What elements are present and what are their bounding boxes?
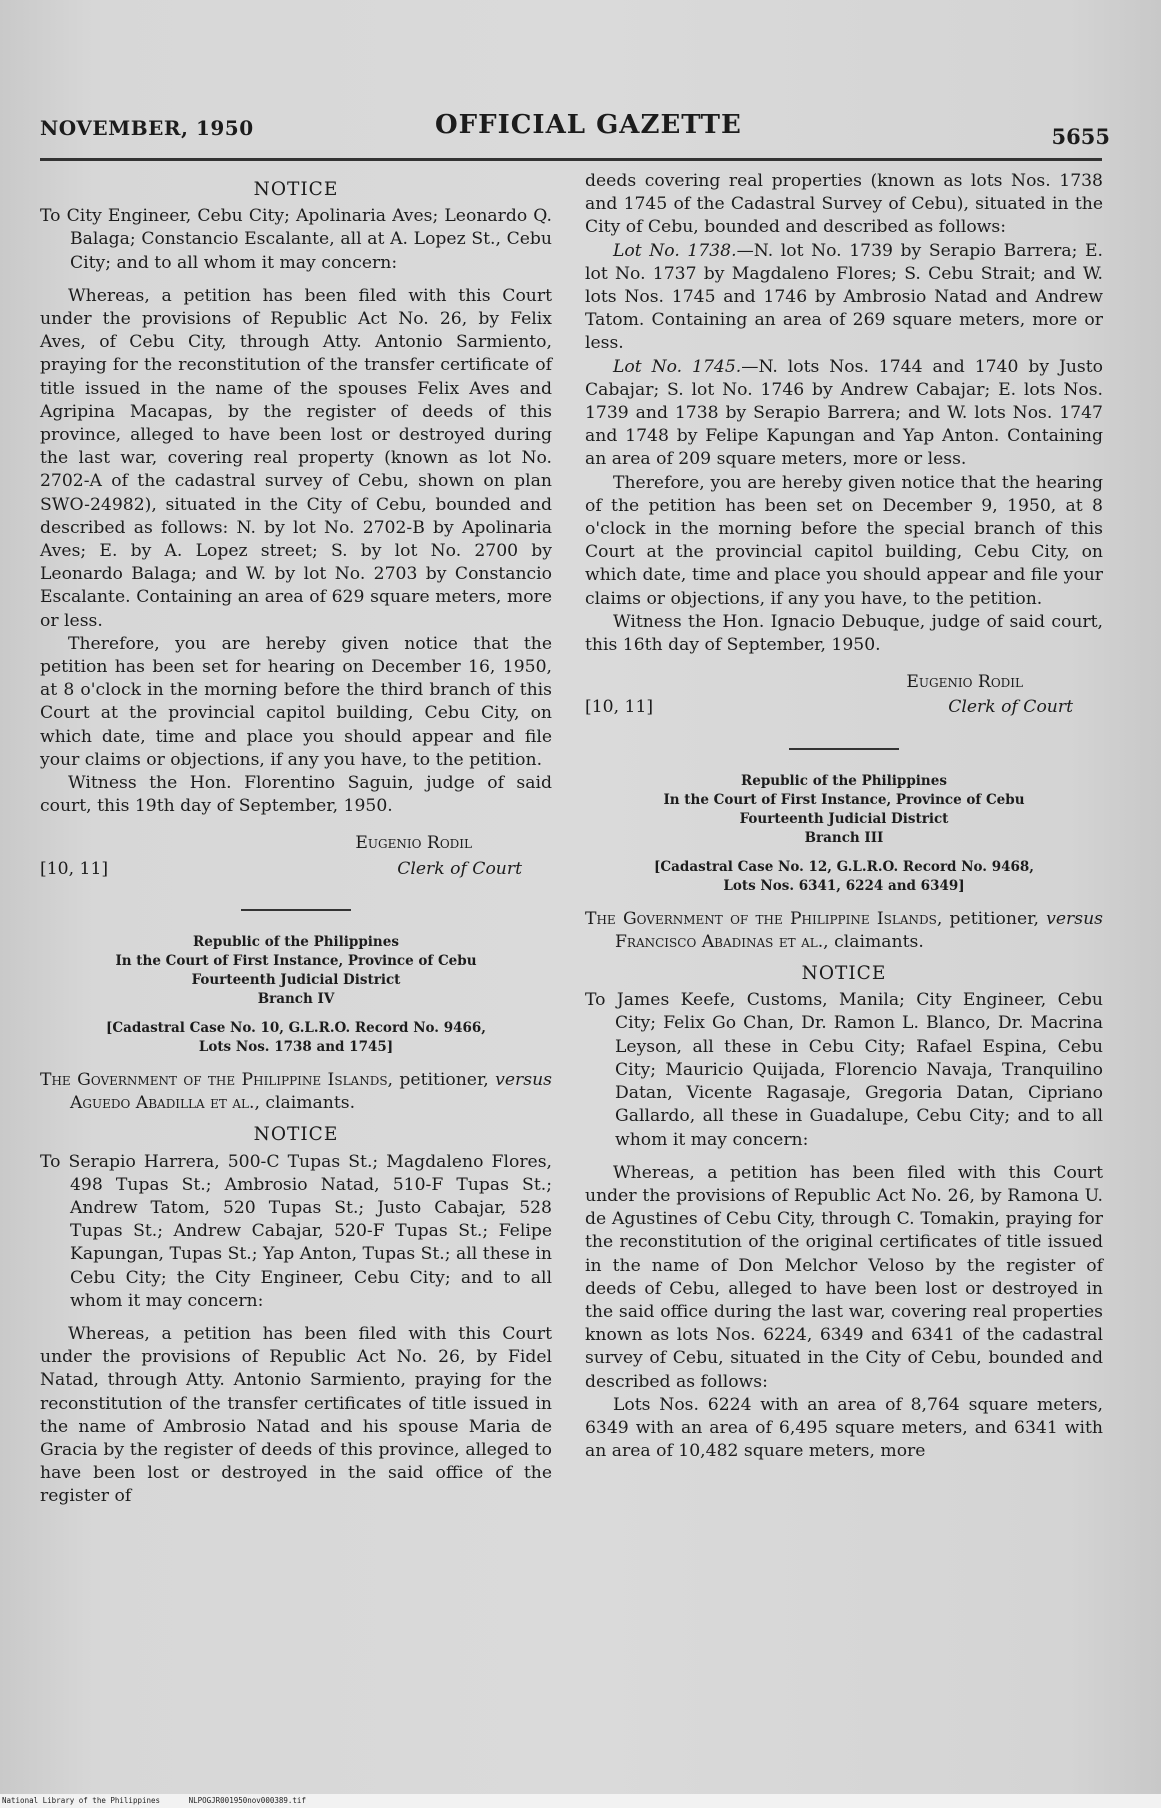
court-line: Republic of the Philippines [193, 933, 399, 950]
right-column [585, 170, 1103, 1463]
case-line: [Cadastral Case No. 12, G.L.R.O. Record No. 9468, [654, 858, 1034, 875]
case-line: Lots Nos. 1738 and 1745] [198, 1038, 394, 1055]
lot-label: Lot No. 1738. [613, 240, 737, 261]
claimant-label: claimants. [259, 1093, 356, 1114]
notice-heading: NOTICE [253, 1124, 339, 1146]
page-header [40, 110, 1110, 150]
court-line: Fourteenth Judicial District [191, 971, 401, 988]
left-column [40, 170, 552, 1509]
notice-paragraph: Witness the Hon. Florentino Saguin, judge of said court, this 19th day of September, 1950. [40, 773, 552, 817]
court-line: Fourteenth Judicial District [739, 810, 949, 827]
notice-paragraph: Whereas, a petition has been filed with this Court under the provisions of Republic Act No. 26, by Felix Aves, of Cebu City, through Atty. Antonio Sarmiento, praying for the reconstitution of the transfer certificate of title issued in the name of the spouses Felix Aves and Agripina Macapas, by the register of deeds of this province, alleged to have been lost or destroyed during the last war, covering real property (known as lot No. 2702-A of the cadastral survey of Cebu, shown on plan SWO-24982), situated in the City of Cebu, bounded and described as follows: N. by lot No. 2702-B by Apolinaria Aves; E. by A. Lopez street; S. by lot No. 2700 by Leonardo Balaga; and W. by lot No. 2703 by Constancio Escalante. Containing an area of 629 square meters, more or less. [40, 285, 552, 631]
petitioner-name: The Government of the Philippine Islands, [585, 908, 943, 929]
lot-description [585, 356, 1103, 472]
section-divider [789, 748, 899, 750]
case-line: [Cadastral Case No. 10, G.L.R.O. Record No. 9466, [106, 1019, 486, 1036]
signature-row [40, 858, 552, 881]
header-rule [40, 158, 1102, 161]
claimant-name: Francisco Abadinas et al., [615, 931, 829, 952]
notice-paragraph: Therefore, you are hereby given notice that the petition has been set for hearing on December 16, 1950, at 8 o'clock in the morning before the third branch of this Court at the provincial capitol building, Cebu City, on which date, time and place you should appear and file your claims or objections, if any you have, to the petition. [40, 633, 552, 770]
lot-label: Lot No. 1745. [613, 356, 742, 377]
signer-title: Clerk of Court [397, 858, 522, 879]
court-caption [585, 772, 1103, 848]
notice-addressees: To City Engineer, Cebu City; Apolinaria Aves; Leonardo Q. Balaga; Constancio Escalante, all at A. Lopez St., Cebu City; and to all whom it may concern: [40, 206, 552, 273]
notice-paragraph-continued: deeds covering real properties (known as lots Nos. 1738 and 1745 of the Cadastral Survey of Cebu), situated in the City of Cebu, bounded and described as follows: [585, 171, 1103, 238]
notice-addressees: To Serapio Harrera, 500-C Tupas St.; Magdaleno Flores, 498 Tupas St.; Ambrosio Natad, 510-F Tupas St.; Andrew Tatom, 520 Tupas St.; Justo Cabajar, 528 Tupas St.; Andrew Cabajar, 520-F Tupas St.; Felipe Kapungan, Tupas St.; Yap Anton, Tupas St.; all these in Cebu City; the City Engineer, Cebu City; and to all whom it may concern: [40, 1151, 552, 1311]
court-line: In the Court of First Instance, Province of Cebu [115, 952, 477, 969]
section-divider [241, 909, 351, 911]
notice-paragraph: Lots Nos. 6224 with an area of 8,764 square meters, 6349 with an area of 6,495 square meters, and 6341 with an area of 10,482 square meters, more [585, 1394, 1103, 1462]
court-line: Branch III [804, 829, 884, 846]
issue-date: NOVEMBER, 1950 [40, 116, 254, 140]
versus-label: versus [495, 1069, 552, 1090]
court-caption [40, 933, 552, 1009]
versus-label: versus [1046, 908, 1103, 929]
notice-heading: NOTICE [801, 963, 887, 985]
notice-heading: NOTICE [253, 179, 339, 200]
notice-paragraph: Therefore, you are hereby given notice that the hearing of the petition has been set on December 9, 1950, at 8 o'clock in the morning before the special branch of this Court at the provincial capitol building, Cebu City, on which date, time and place you should appear and file your claims or objections, if any you have, to the petition. [585, 472, 1103, 609]
lot-text: —N. lots Nos. 1744 and 1740 by Justo Cabajar; S. lot No. 1746 by Andrew Cabajar; E. lots Nos. 1739 and 1738 by Serapio Barrera; and W. lots Nos. 1747 and 1748 by Felipe Kapungan and Yap Anton. Containing an area of 209 square meters, more or less. [585, 356, 1103, 470]
court-line: Republic of the Philippines [741, 772, 947, 789]
case-caption [40, 1019, 552, 1057]
publication-title: OFFICIAL GAZETTE [435, 110, 742, 140]
petitioner-label: petitioner, [393, 1069, 496, 1090]
petition-parties [585, 908, 1103, 954]
case-caption [585, 858, 1103, 896]
claimant-label: claimants. [828, 931, 924, 952]
petition-parties [40, 1069, 552, 1115]
library-credit: National Library of the Philippines [2, 1796, 161, 1805]
lot-description [585, 240, 1103, 356]
issue-reference: [10, 11] [40, 858, 109, 879]
lot-text: —N. lot No. 1739 by Serapio Barrera; E. lot No. 1737 by Magdaleno Flores; S. Cebu Strait; and W. lots Nos. 1745 and 1746 by Ambrosio Natad and Andrew Tatom. Containing an area of 269 square meters, more or less. [585, 240, 1103, 354]
notice-paragraph: Whereas, a petition has been filed with this Court under the provisions of Republic Act No. 26, by Fidel Natad, through Atty. Antonio Sarmiento, praying for the reconstitution of the transfer certificates of title issued in the name of Ambrosio Natad and his spouse Maria de Gracia by the register of deeds of this province, alleged to have been lost or destroyed in the said office of the register of [40, 1323, 552, 1507]
notice-paragraph: Whereas, a petition has been filed with this Court under the provisions of Republic Act No. 26, by Ramona U. de Agustines of Cebu City, through C. Tomakin, praying for the reconstitution of the original certificates of title issued in the name of Don Melchor Veloso by the register of deeds of Cebu, alleged to have been lost or destroyed in the said office during the last war, covering real properties known as lots Nos. 6224, 6349 and 6341 of the cadastral survey of Cebu, situated in the City of Cebu, bounded and described as follows: [585, 1162, 1103, 1392]
petitioner-label: petitioner, [942, 908, 1047, 929]
petitioner-name: The Government of the Philippine Islands, [40, 1069, 394, 1090]
page-number: 5655 [1051, 124, 1110, 149]
court-line: In the Court of First Instance, Province of Cebu [663, 791, 1025, 808]
issue-reference: [10, 11] [585, 697, 654, 718]
scan-filename: NLPOGJR001950nov000389.tif [188, 1796, 306, 1805]
claimant-name: Aguedo Abadilla et al., [70, 1093, 260, 1114]
notice-paragraph: Witness the Hon. Ignacio Debuque, judge of said court, this 16th day of September, 1950. [585, 611, 1103, 656]
signature-row [585, 696, 1103, 719]
case-line: Lots Nos. 6341, 6224 and 6349] [723, 877, 965, 894]
signer-name: Eugenio Rodil [906, 672, 1023, 693]
signer-name: Eugenio Rodil [355, 833, 472, 854]
notice-addressees: To James Keefe, Customs, Manila; City Engineer, Cebu City; Felix Go Chan, Dr. Ramon L. Blanco, Dr. Macrina Leyson, all these in Cebu City; Rafael Espina, Cebu City; Mauricio Quijada, Florencio Navaja, Tranquilino Datan, Vicente Ragasaje, Gregoria Datan, Cipriano Gallardo, all these in Guadalupe, Cebu City; and to all whom it may concern: [585, 990, 1103, 1150]
court-line: Branch IV [257, 990, 335, 1007]
signer-title: Clerk of Court [948, 697, 1073, 718]
scan-footer [0, 1794, 1161, 1808]
